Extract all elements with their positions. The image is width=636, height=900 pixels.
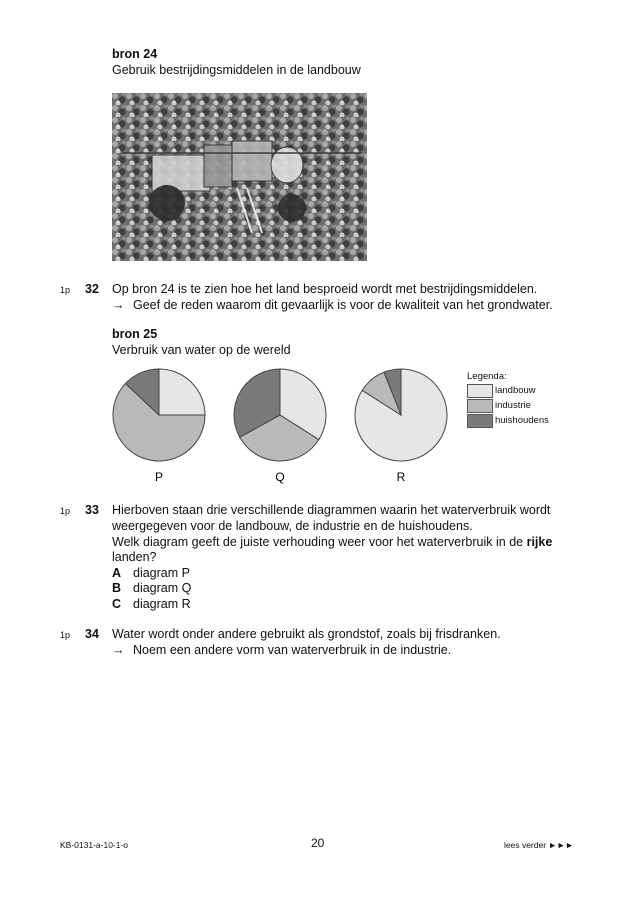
option-a-letter: A: [112, 566, 122, 580]
q34-text: Water wordt onder andere gebruikt als grondstof, zoals bij frisdranken.: [112, 627, 501, 641]
pie-P-label: P: [154, 470, 164, 484]
next-page-indicator: lees verder ►►►: [504, 840, 574, 850]
q32-number: 32: [85, 282, 99, 296]
bron24-title: bron 24: [112, 47, 158, 61]
q33-line4: landen?: [112, 550, 157, 564]
q32-text: Op bron 24 is te zien hoe het land besproeid wordt met bestrijdingsmiddelen.: [112, 282, 538, 296]
q33-line2: weergegeven voor de landbouw, de industrie en de huishoudens.: [112, 519, 473, 533]
q34-number: 34: [85, 627, 99, 641]
bron25-subtitle: Verbruik van water op de wereld: [112, 343, 291, 357]
q33-line1: Hierboven staan drie verschillende diagrammen waarin het waterverbruik wordt: [112, 503, 551, 517]
q33-line3: [112, 534, 552, 550]
option-b-text: diagram Q: [133, 581, 192, 595]
q33-number: 33: [85, 503, 99, 517]
bron25-title: bron 25: [112, 327, 158, 341]
bron24-subtitle: Gebruik bestrijdingsmiddelen in de landbouw: [112, 63, 361, 77]
legend-swatch-industrie: [467, 399, 493, 413]
q34-arrow-icon: →: [112, 643, 125, 657]
option-b-letter: B: [112, 581, 122, 595]
legend-swatch-landbouw: [467, 384, 493, 398]
q32-points: 1p: [60, 285, 71, 295]
footer-code: KB-0131-a-10-1-o: [60, 840, 129, 850]
q32-arrow-icon: →: [112, 298, 125, 312]
option-c-text: diagram R: [133, 597, 191, 611]
legend-label-industrie: industrie: [495, 400, 531, 411]
legend-title: Legenda:: [467, 371, 507, 382]
legend-label-landbouw: landbouw: [495, 385, 536, 396]
legend-label-huishoudens: huishoudens: [495, 415, 549, 426]
q33-points: 1p: [60, 506, 71, 516]
q34-task: Noem een andere vorm van waterverbruik in de industrie.: [133, 643, 452, 657]
page-number: 20: [311, 836, 325, 850]
pie-P-slice-landbouw: [159, 369, 205, 415]
pie-R-label: R: [396, 470, 406, 484]
legend-swatch-huishoudens: [467, 414, 493, 428]
q32-task: Geef de reden waarom dit gevaarlijk is voor de kwaliteit van het grondwater.: [133, 298, 553, 312]
tractor-spraying-photo: [112, 93, 367, 261]
q33-line3-text: Welk diagram geeft de juiste verhouding weer voor het waterverbruik in de: [112, 535, 527, 549]
option-a-text: diagram P: [133, 566, 190, 580]
q33-line3-bold: rijke: [526, 535, 553, 549]
q34-points: 1p: [60, 630, 71, 640]
pie-Q-label: Q: [275, 470, 285, 484]
option-c-letter: C: [112, 597, 122, 611]
